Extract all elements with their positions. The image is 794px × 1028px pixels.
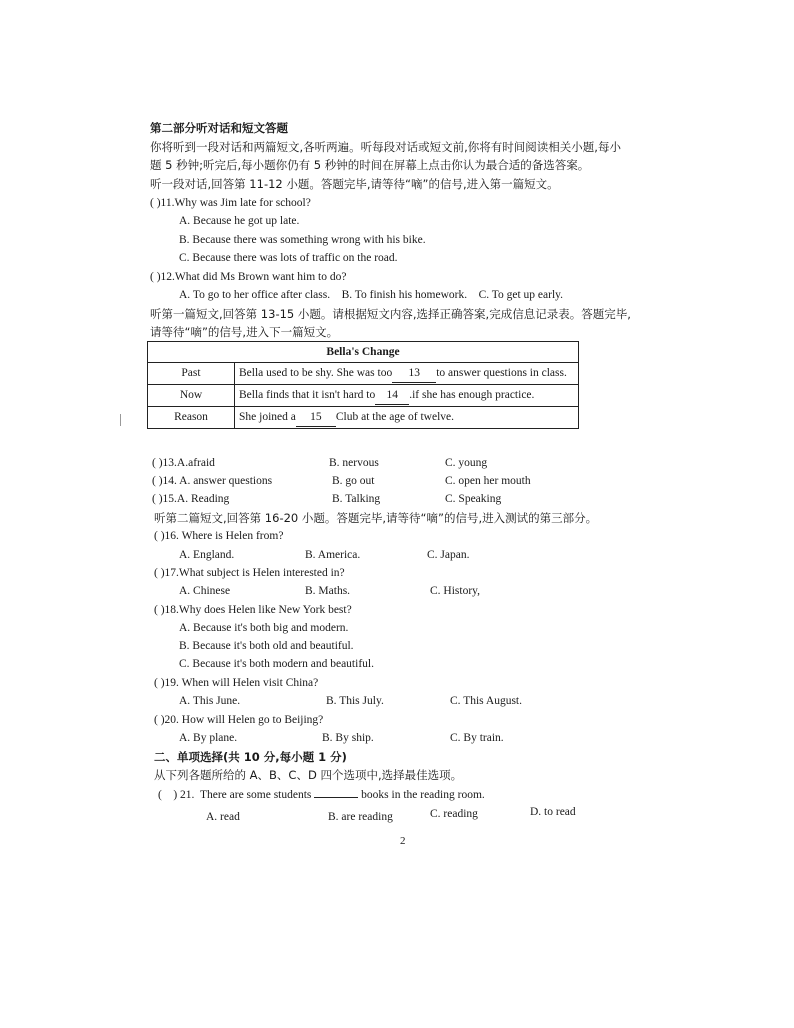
row-content bbox=[235, 363, 579, 385]
q19-option-c: C. This August. bbox=[450, 695, 522, 707]
row-content bbox=[235, 407, 579, 429]
blank-15: 15 bbox=[296, 408, 336, 427]
q11-option-a: A. Because he got up late. bbox=[179, 215, 300, 227]
part2-heading: 第二部分听对话和短文答题 bbox=[150, 121, 288, 135]
part2-intro-line2: 题 5 秒钟;听完后,每小题你仍有 5 秒钟的时间在屏幕上点击你认为最合适的备选答案。 bbox=[150, 158, 590, 172]
q11-stem: ( )11.Why was Jim late for school? bbox=[150, 197, 311, 209]
row-text-pre: Bella used to be shy. She was too bbox=[239, 367, 393, 379]
row-content bbox=[235, 385, 579, 407]
q16-option-b: B. America. bbox=[305, 549, 361, 561]
q15-stem: ( )15.A. Reading bbox=[152, 493, 230, 505]
q17-option-b: B. Maths. bbox=[305, 585, 351, 597]
blank-14: 14 bbox=[375, 386, 409, 405]
passage1-intro-line1: 听第一篇短文,回答第 13-15 小题。请根据短文内容,选择正确答案,完成信息记录表。答题完毕, bbox=[150, 307, 631, 321]
q21-stem bbox=[158, 788, 485, 802]
q21-option-a: A. read bbox=[206, 811, 240, 823]
q19-option-b: B. This July. bbox=[326, 695, 384, 707]
q20-option-c: C. By train. bbox=[450, 732, 504, 744]
q15-option-b: B. Talking bbox=[332, 493, 381, 505]
q20-stem: ( )20. How will Helen go to Beijing? bbox=[154, 714, 324, 726]
q12-options: A. To go to her office after class. B. To finish his homework. C. To get up early. bbox=[179, 289, 564, 301]
q11-option-c: C. Because there was lots of traffic on the road. bbox=[179, 252, 398, 264]
part2-intro-line1: 你将听到一段对话和两篇短文,各听两遍。听每段对话或短文前,你将有时间阅读相关小题,每小 bbox=[150, 140, 621, 154]
q11-option-b: B. Because there was something wrong with his bike. bbox=[179, 234, 426, 246]
q17-stem: ( )17.What subject is Helen interested in? bbox=[154, 567, 345, 579]
passage2-intro: 听第二篇短文,回答第 16-20 小题。答题完毕,请等待“嘀”的信号,进入测试的第三部分。 bbox=[154, 511, 598, 525]
dialog-intro: 听一段对话,回答第 11-12 小题。答题完毕,请等待“嘀”的信号,进入第一篇短文。 bbox=[150, 177, 559, 191]
q16-option-a: A. England. bbox=[179, 549, 235, 561]
row-text-post: Club at the age of twelve. bbox=[335, 411, 455, 423]
q21-option-b: B. are reading bbox=[328, 811, 393, 823]
section2-heading: 二、单项选择(共 10 分,每小题 1 分) bbox=[154, 750, 347, 764]
section2-instruction: 从下列各题所给的 A、B、C、D 四个选项中,选择最佳选项。 bbox=[154, 768, 463, 782]
q14-option-b: B. go out bbox=[332, 475, 375, 487]
row-text-post: .if she has enough practice. bbox=[409, 389, 535, 401]
table-row bbox=[148, 363, 579, 385]
q13-option-c: C. young bbox=[445, 457, 488, 469]
q14-option-c: C. open her mouth bbox=[445, 475, 531, 487]
q15-option-c: C. Speaking bbox=[445, 493, 502, 505]
q16-option-c: C. Japan. bbox=[427, 549, 470, 561]
table-title: Bella's Change bbox=[148, 342, 579, 363]
q13-stem: ( )13.A.afraid bbox=[152, 457, 215, 469]
q19-stem: ( )19. When will Helen visit China? bbox=[154, 677, 319, 689]
row-key: Past bbox=[148, 363, 235, 385]
q20-option-b: B. By ship. bbox=[322, 732, 374, 744]
q13-option-b: B. nervous bbox=[329, 457, 379, 469]
q14-stem: ( )14. A. answer questions bbox=[152, 475, 273, 487]
row-key: Now bbox=[148, 385, 235, 407]
q21-blank bbox=[314, 797, 358, 798]
q18-option-c: C. Because it's both modern and beautiful. bbox=[179, 658, 374, 670]
q18-option-b: B. Because it's both old and beautiful. bbox=[179, 640, 354, 652]
passage1-intro-line2: 请等待“嘀”的信号,进入下一篇短文。 bbox=[150, 325, 339, 339]
row-key: Reason bbox=[148, 407, 235, 429]
q21-option-c: C. reading bbox=[430, 808, 478, 820]
row-text-pre: She joined a bbox=[239, 411, 296, 423]
q18-option-a: A. Because it's both big and modern. bbox=[179, 622, 349, 634]
q21-option-d: D. to read bbox=[530, 806, 576, 818]
blank-13: 13 bbox=[392, 364, 436, 383]
q20-option-a: A. By plane. bbox=[179, 732, 238, 744]
scan-mark bbox=[120, 414, 121, 426]
row-text-post: to answer questions in class. bbox=[436, 367, 567, 379]
table-row bbox=[148, 407, 579, 429]
q18-stem: ( )18.Why does Helen like New York best? bbox=[154, 604, 352, 616]
q17-option-c: C. History, bbox=[430, 585, 481, 597]
q12-stem: ( )12.What did Ms Brown want him to do? bbox=[150, 271, 347, 283]
q16-stem: ( )16. Where is Helen from? bbox=[154, 530, 284, 542]
bella-change-table bbox=[147, 341, 579, 429]
row-text-pre: Bella finds that it isn't hard to bbox=[239, 389, 376, 401]
q19-option-a: A. This June. bbox=[179, 695, 241, 707]
q21-prefix: ( ) 21. There are some students bbox=[158, 789, 312, 801]
q17-option-a: A. Chinese bbox=[179, 585, 231, 597]
page-number: 2 bbox=[400, 835, 406, 847]
table-row bbox=[148, 385, 579, 407]
q21-suffix: books in the reading room. bbox=[361, 789, 485, 801]
